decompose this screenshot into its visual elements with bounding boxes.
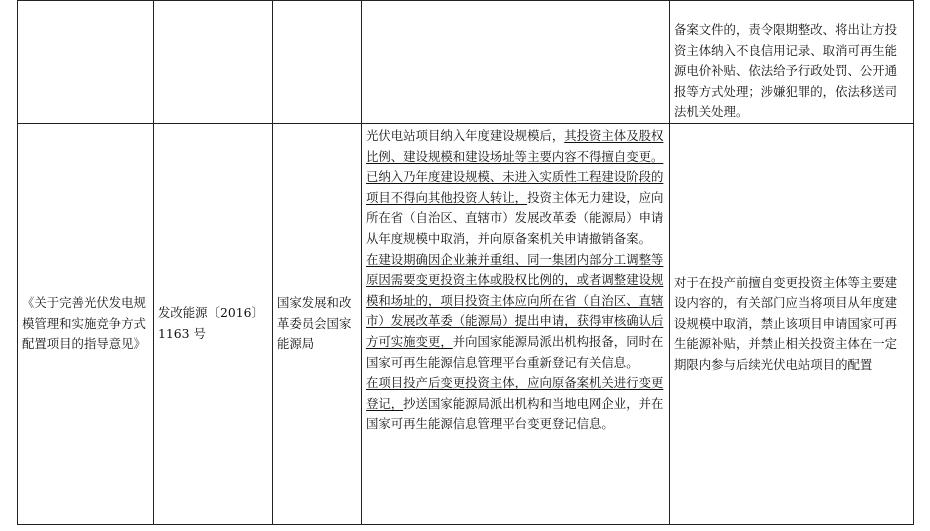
- document-title-cell: [18, 1, 154, 124]
- penalty-cell: 备案文件的，责令限期整改、将出让方投资主体纳入不良信用记录、取消可再生能源电价补贴、依法给予行政处罚、公开通报等方式处理；涉嫌犯罪的，依法移送司法机关处理。: [670, 1, 914, 124]
- provision-paragraph: 在建设期确因企业兼并重组、同一集团内部分工调整等原因需要变更投资主体或股权比例的，或者调整建设规模和场址的，项目投资主体应向所在省（自治区、直辖市）发展改革委（能源局）提出申请，获得审核确认后方可实施变更，并向国家能源局派出机构报备，同时在国家可再生能源信息管理平台重新登记有关信息。: [366, 251, 664, 370]
- table-row: [18, 124, 914, 525]
- document-title-cell: 《关于完善光伏发电规模管理和实施竞争方式配置项目的指导意见》: [18, 124, 154, 525]
- document-number-cell: 发改能源〔2016〕1163 号: [154, 124, 273, 525]
- provision-paragraph: 在项目投产后变更投资主体，应向原备案机关进行变更登记，抄送国家能源局派出机构和当地电网企业，并在国家可再生能源信息管理平台变更登记信息。: [366, 375, 664, 432]
- table-row: [18, 1, 914, 124]
- provision-paragraph: 光伏电站项目纳入年度建设规模后，其投资主体及股权比例、建设规模和建设场址等主要内容不得擅自变更。: [366, 128, 664, 164]
- provisions-cell: [362, 1, 670, 124]
- issuer-cell: 国家发展和改革委员会国家能源局: [273, 124, 362, 525]
- issuer-cell: [273, 1, 362, 124]
- regulation-table: [17, 0, 914, 525]
- provision-paragraph: 已纳入乃年度建设规模、未进入实质性工程建设阶段的项目不得向其他投资人转让，投资主体无力建设，应向所在省（自治区、直辖市）发展改革委（能源局）申请从年度规模中取消，并向原备案机关申请撤销备案。: [366, 169, 664, 246]
- penalty-cell: 对于在投产前擅自变更投资主体等主要建设内容的，有关部门应当将项目从年度建设规模中取消，禁止该项目申请国家可再生能源补贴，并禁止相关投资主体在一定期限内参与后续光伏电站项目的配置: [670, 124, 914, 525]
- document-number-cell: [154, 1, 273, 124]
- provisions-cell: [362, 124, 670, 525]
